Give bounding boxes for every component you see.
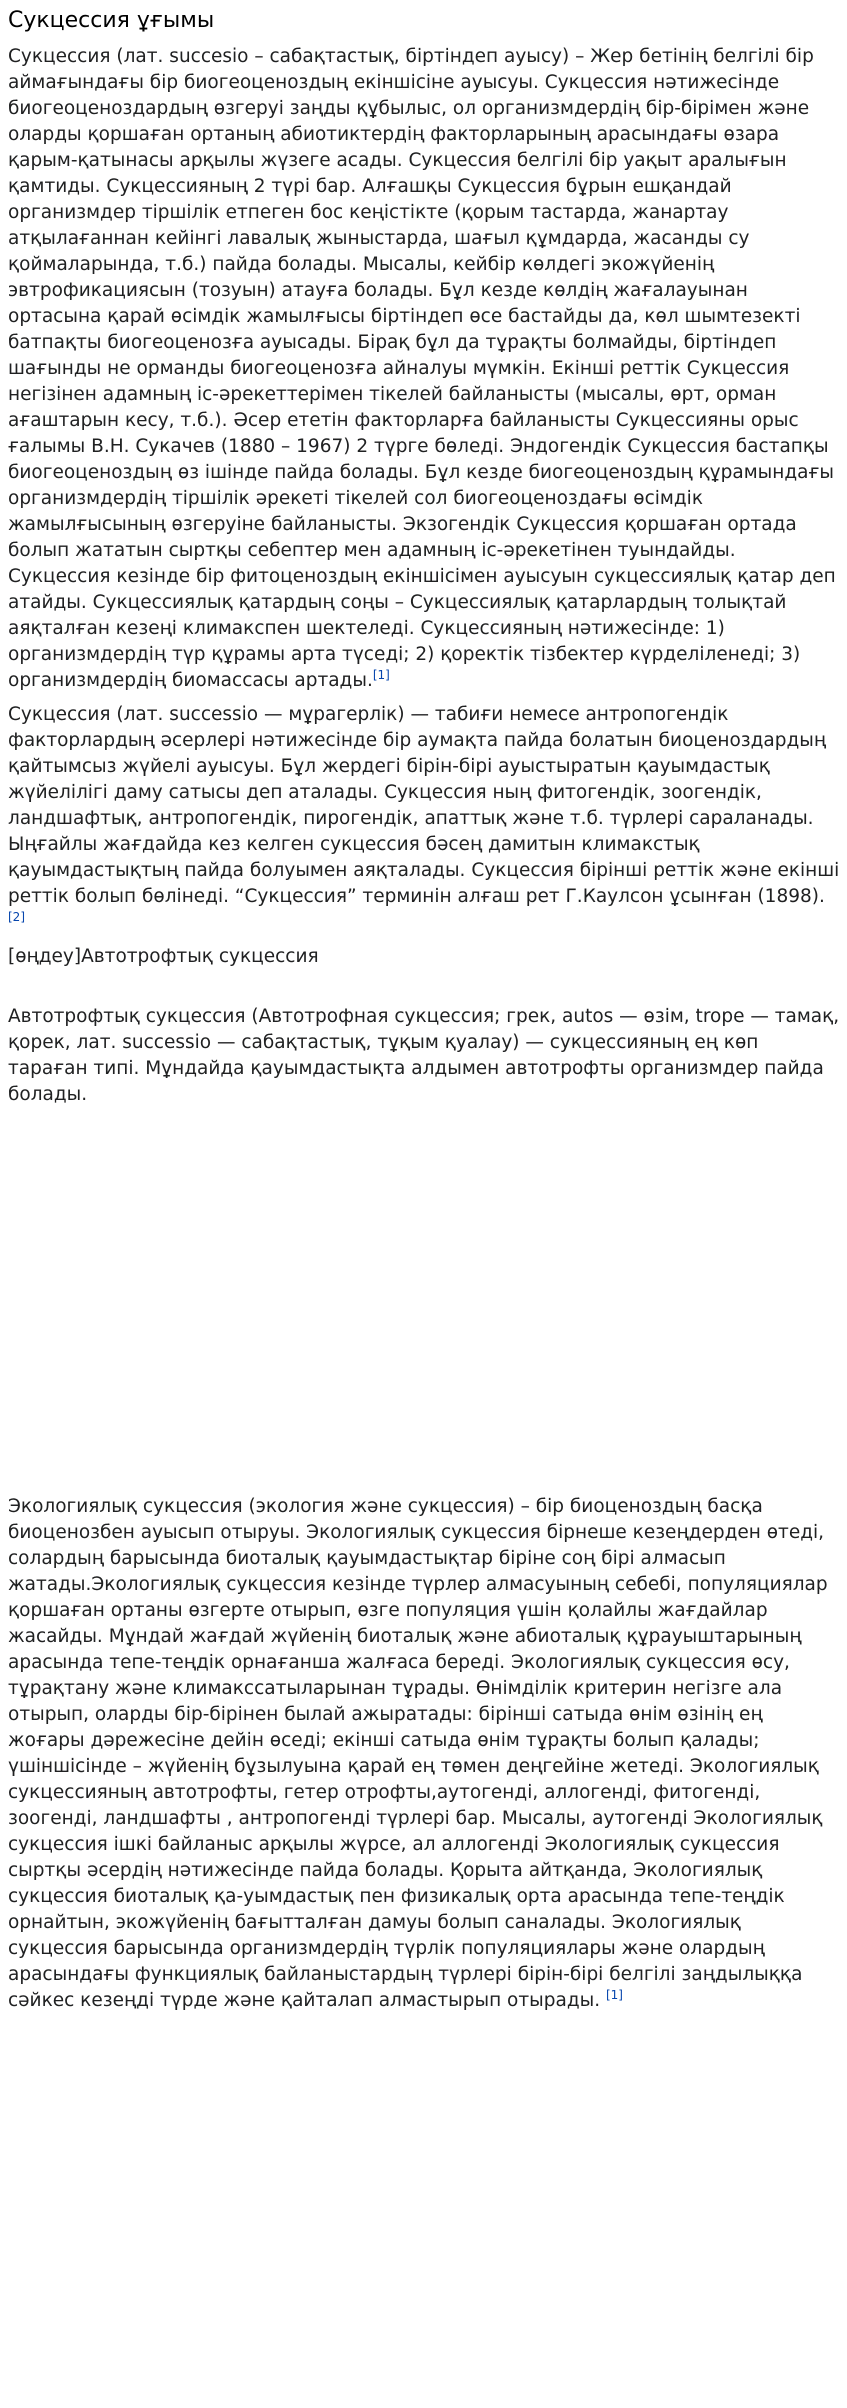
reference-link-ecology[interactable]: [1] — [605, 1987, 623, 2002]
article — [8, 0, 840, 2022]
reference-link[interactable] — [8, 910, 25, 924]
section-heading-text: Автотрофтық сукцессия — [81, 946, 319, 967]
intro-paragraph — [8, 44, 840, 694]
blank-area — [8, 1116, 840, 1494]
reference-link[interactable] — [373, 668, 390, 682]
ecological-succession-text: Экологиялық сукцессия (экология және сукцессия) – бір биоценоздың басқа биоценозбен ауысып отыруы. Экологиялық сукцессия бірнеше кезеңдерден өтеді, солардың барысында биоталық қауымдастықтар біріне соң бірі алмасып жатады.Экологиялық сукцессия кезінде түрлер алмасуының себебі, популяциялар қоршаған ортаны өзгерте отырып, өзге популяция үшін қолайлы жағдайлар жасайды. Мұндай жағдай жүйенің биоталық және абиоталық құрауыштарының арасында тепе-теңдік орнағанша жалғаса береді. Экологиялық сукцессия өсу, тұрақтану және климакссатыларынан тұрады. Өнімділік критерин негізге ала отырып, оларды бір-бірінен былай ажыратады: бірінші сатыда өнім өзінің ең жоғары дәрежесіне дейін өседі; екінші сатыда өнім тұрақты болып қалады; үшіншісінде – жүйенің бұзылуына қарай ең төмен деңгейіне жетеді. Экологиялық сукцессияның автотрофты, гетер отрофты,аутогенді, аллогенді, фитогенді, зоогенді, ландшафты , антропогенді түрлері бар. Мысалы, аутогенді Экологиялық сукцессия ішкі байланыс арқылы жүрсе, ал аллогенді Экологиялық сукцессия сыртқы әсердің нәтижесінде пайда болады. Қорыта айтқанда, Экологиялық сукцессия биоталық қа-уымдастық пен физикалық орта арасында тепе-теңдік орнайтын, экожүйенің бағытталған дамуы болып саналады. Экологиялық сукцессия барысында организмдердің түрлік популяциялары және олардың арасындағы функциялық байланыстардың түрлері бірін-бірі белгілі заңдылыққа сәйкес кезеңді түрде және қайталап алмастырып отырады. — [8, 1496, 828, 2011]
definition-paragraph-text: Сукцессия (лат. successio — мұрагерлік) — табиғи немесе антропогендік факторлардың әсерлері нәтижесінде бір аумақта пайда болатын биоценоздардың қайтымсыз жүйелі ауысуы. Бұл жердегі бірін-бірі ауыстыратын қауымдастық жүйелілігі даму сатысы деп аталады. Сукцессия ның фитогендік, зоогендік, ландшафтық, антропогендік, пирогендік, апаттық және т.б. түрлері сараланады. Ыңғайлы жағдайда кез келген сукцессия бәсең дамитын климакстық қауымдастықтың пайда болуымен аяқталады. Сукцессия бірінші реттік және екінші реттік болып бөлінеді. “Сукцессия” терминін алғаш рет Г.Каулсон ұсынған (1898). — [8, 704, 840, 907]
reference-link-2[interactable]: [2] — [8, 909, 25, 924]
reference-link-1[interactable]: [1] — [372, 667, 390, 682]
autotrophic-paragraph: Автотрофтық сукцессия (Автотрофная сукцессия; грек, autos — өзім, trope — тамақ, қорек, лат. successio — сабақтастық, тұқым қуалау) — сукцессияның ең көп тараған типі. Мұндайда қауымдастықта алдымен автотрофты организмдер пайда болады. — [8, 1006, 840, 1105]
ecological-succession-paragraph — [8, 1494, 840, 2014]
section-spacing — [8, 970, 840, 1004]
edit-section-link[interactable]: [өңдеу] — [8, 946, 82, 967]
reference-link[interactable] — [606, 1988, 623, 2002]
page-title: Сукцессия ұғымы — [8, 8, 215, 33]
section-heading-autotrophic — [8, 944, 840, 970]
definition-paragraph — [8, 702, 840, 936]
intro-paragraph-text: Сукцессия (лат. succesio – сабақтастық, біртіндеп ауысу) – Жер бетінің белгілі бір аймағындағы бір биогеоценоздың екіншісіне ауысуы. Сукцессия нәтижесінде биогеоценоздардың өзгеруі заңды құбылыс, ол организмдердің бір-бірімен және оларды қоршаған ортаның абиотиктердің факторларының арасындағы өзара қарым-қатынасы арқылы жүзеге асады. Сукцессия белгілі бір уақыт аралығын қамтиды. Сукцессияның 2 түрі бар. Алғашқы Сукцессия бұрын ешқандай организмдер тіршілік етпеген бос кеңістікте (қорым тастарда, жанартау атқылағаннан кейінгі лавалық жыныстарда, шағыл құмдарда, жасанды су қоймаларында, т.б.) пайда болады. Мысалы, кейбір көлдегі экожүйенің эвтрофикациясын (тозуын) атауға болады. Бұл кезде көлдің жағалауынан ортасына қарай өсімдік жамылғысы біртіндеп өсе бастайды да, көл шымтезекті батпақты биогеоценозға ауысады. Бірақ бұл да тұрақты болмайды, біртіндеп шағынды не орманды биогеоценозға айналуы мүмкін. Екінші реттік Сукцессия негізінен адамның іс-әрекеттерімен тікелей байланысты (мысалы, өрт, орман ағаштарын кесу, т.б.). Әсер ететін факторларға байланысты Сукцессияны орыс ғалымы В.Н. Сукачев (1880 – 1967) 2 түрге бөледі. Эндогендік Сукцессия бастапқы биогеоценоздың өз ішінде пайда болады. Бұл кезде биогеоценоздың құрамындағы организмдердің тіршілік әрекеті тікелей сол биогеоценоздағы өсімдік жамылғысының өзгеруіне байланысты. Экзогендік Сукцессия қоршаған ортада болып жататын сыртқы себептер мен адамның іс-әрекетінен туындайды. Сукцессия кезінде бір фитоценоздың екіншісімен ауысуын сукцессиялық қатар деп атайды. Сукцессиялық қатардың соңы – Сукцессиялық қатарлардың толықтай аяқталған кезеңі климакспен шектеледі. Сукцессияның нәтижесінде: 1) организмдердің түр құрамы арта түседі; 2) қоректік тізбектер күрделіленеді; 3) организмдердің биомассасы артады. — [8, 46, 836, 691]
